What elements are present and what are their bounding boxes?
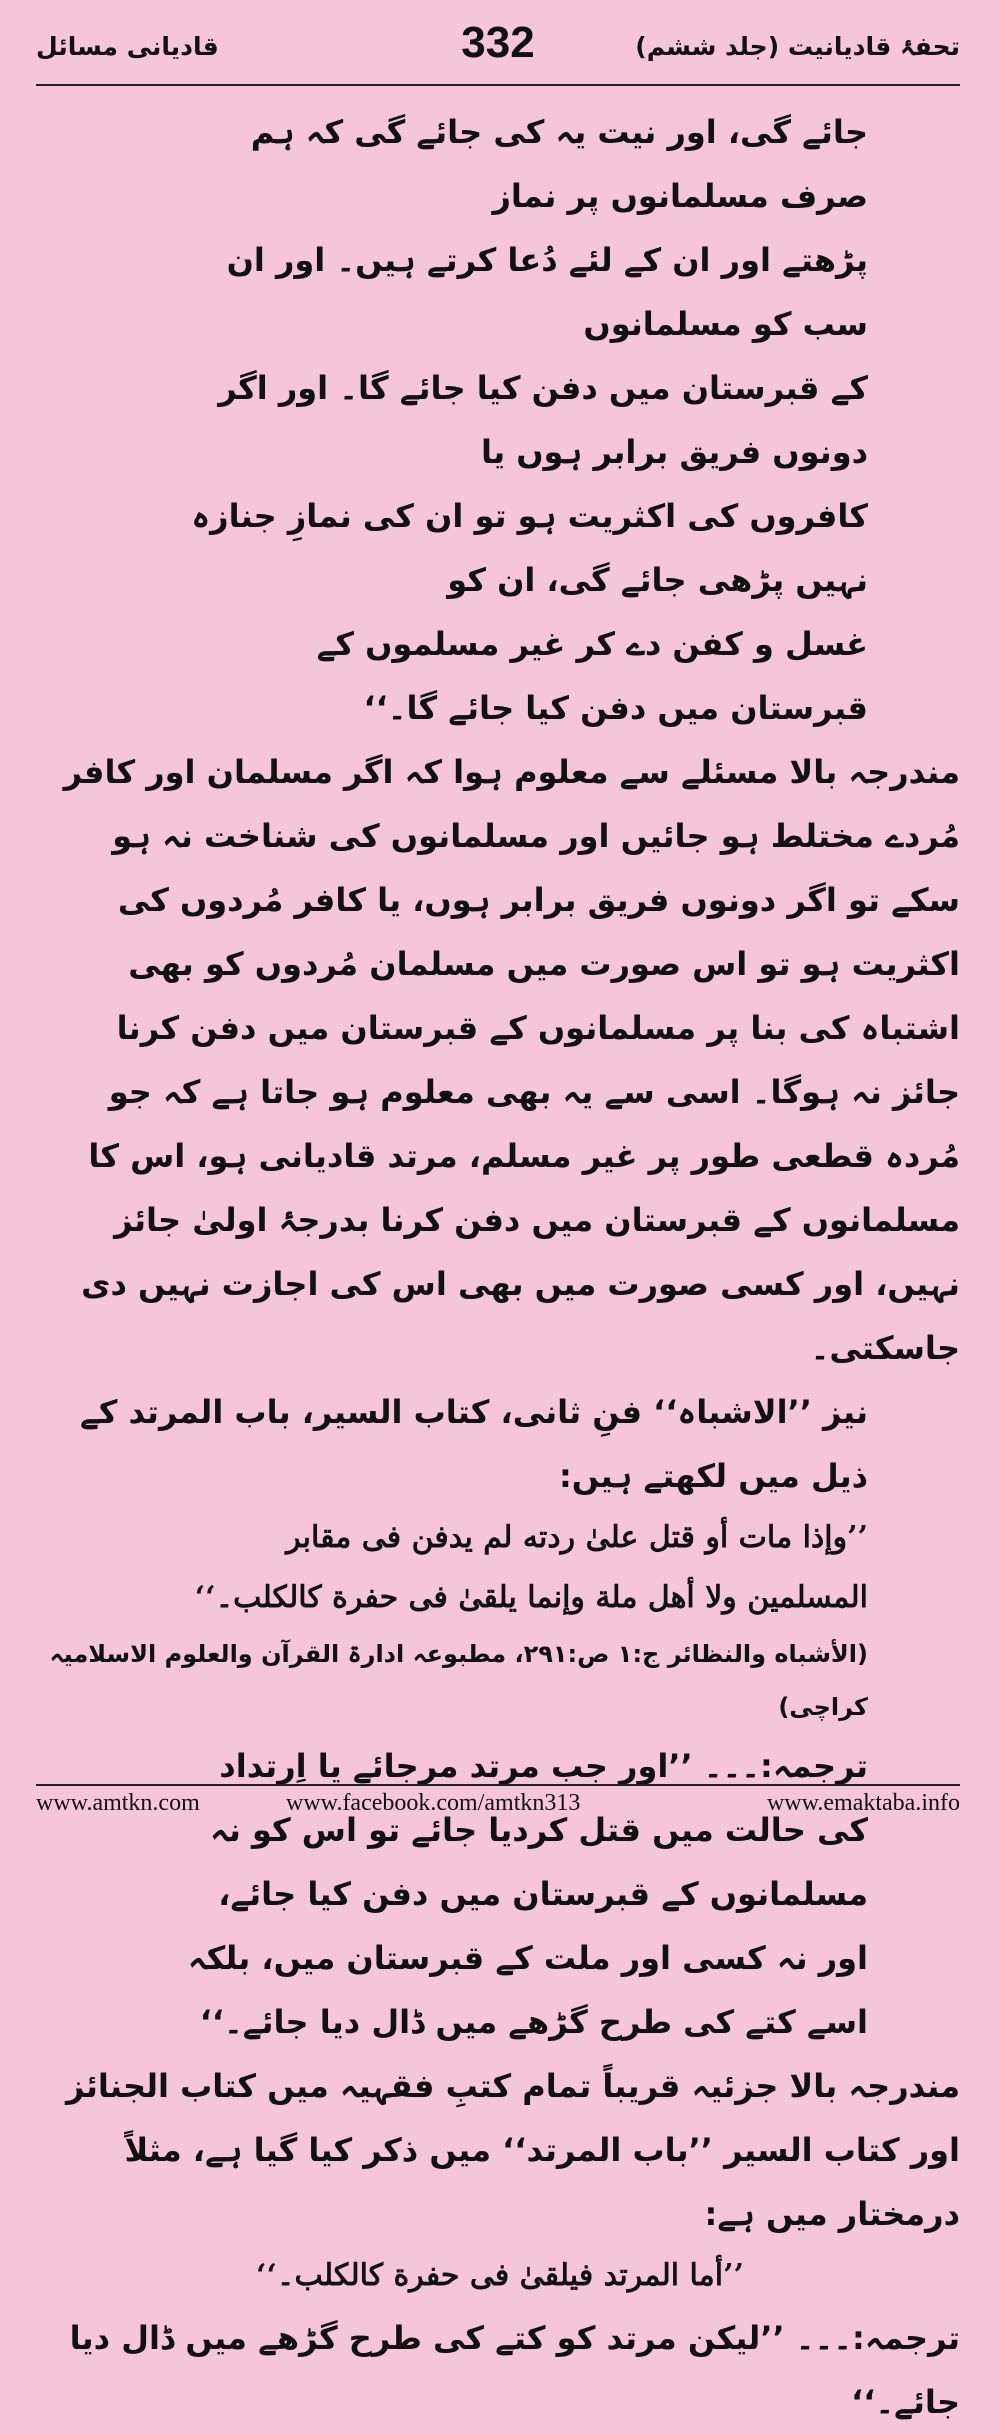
page-body bbox=[40, 100, 960, 2434]
footer-link-emaktaba[interactable]: www.emaktaba.info bbox=[766, 1790, 960, 1816]
chapter-topic: قادیانی مسائل bbox=[36, 32, 219, 61]
quote-line: پڑھتے اور ان کے لئے دُعا کرتے ہیں۔ اور ان سب کو مسلمانوں bbox=[226, 241, 868, 343]
quote-line: کے قبرستان میں دفن کیا جائے گا۔ اور اگر دونوں فریق برابر ہوں یا bbox=[218, 369, 868, 471]
translation-1: ترجمہ:۔۔۔ ’’اور جب مرتد مرجائے یا اِرتداد کی حالت میں قتل کردیا جائے تو اس کو نہ مسلمانوں کے قبرستان میں دفن کیا جائے، اور نہ کسی اور ملت کے قبرستان میں، بلکہ اسے کتے کی طرح گڑھے میں ڈال دیا جائے۔‘‘ bbox=[187, 1746, 868, 2041]
quote-line: غسل و کفن دے کر غیر مسلموں کے قبرستان میں دفن کیا جائے گا۔‘‘ bbox=[316, 625, 868, 727]
paragraph-1: مندرجہ بالا مسئلے سے معلوم ہوا کہ اگر مسلمان اور کافر مُردے مختلط ہو جائیں اور مسلمانوں کی شناخت نہ ہو سکے تو اگر دونوں فریق برابر ہوں، یا کافر مُردوں کی اکثریت ہو تو اس صورت میں مسلمان مُردوں کو بھی اشتباہ کی بنا پر مسلمانوں کے قبرستان میں دفن کرنا جائز نہ ہوگا۔ اسی سے یہ بھی معلوم ہو جاتا ہے کہ جو مُردہ قطعی طور پر غیر مسلم، مرتد قادیانی ہو، اس کا مسلمانوں کے قبرستان میں دفن کرنا بدرجۂ اولیٰ جائز نہیں، اور کسی صورت میں بھی اس کی اجازت نہیں دی جاسکتی۔ bbox=[63, 753, 960, 1367]
footer-rule bbox=[36, 1784, 960, 1786]
arabic-quote-2: ’’أما المرتد فيلقىٰ فى حفرة كالكلب۔‘‘ bbox=[256, 2257, 744, 2293]
header-rule bbox=[36, 84, 960, 86]
page-number: 332 bbox=[461, 18, 535, 67]
citation: (الأشباه والنظائر ج:۱ ص:۲۹۱، مطبوعہ ادارۃ القرآن والعلوم الاسلامیہ کراچی) bbox=[49, 1640, 868, 1721]
page-header bbox=[36, 18, 960, 80]
intro-2: نیز ’’الاشباہ‘‘ فنِ ثانی، کتاب السیر، باب المرتد کے ذیل میں لکھتے ہیں: bbox=[79, 1393, 868, 1495]
book-title: تحفۂ قادیانیت (جلد ششم) bbox=[635, 32, 960, 61]
footer-link-amtkn[interactable]: www.amtkn.com bbox=[36, 1790, 200, 1816]
translation-2: ترجمہ:۔۔۔ ’’لیکن مرتد کو کتے کی طرح گڑھے میں ڈال دیا جائے۔‘‘ bbox=[69, 2318, 960, 2421]
quote-line: جائے گی، اور نیت یہ کی جائے گی کہ ہم صرف مسلمانوں پر نماز bbox=[250, 113, 868, 215]
quote-line: کافروں کی اکثریت ہو تو ان کی نمازِ جنازہ نہیں پڑھی جائے گی، ان کو bbox=[191, 497, 868, 599]
arabic-quote-1: ’’وإذا مات أو قتل علىٰ ردته لم يدفن فى مقابر المسلمين ولا أهل ملة وإنما يلقىٰ فى حفرة كالكلب۔‘‘ bbox=[194, 1520, 868, 1615]
paragraph-2: مندرجہ بالا جزئیہ قریباً تمام کتبِ فقہیہ میں کتاب الجنائز اور کتاب السیر ’’باب المرتد‘‘ میں ذکر کیا گیا ہے، مثلاً درمختار میں ہے: bbox=[65, 2066, 960, 2233]
footer-link-facebook[interactable]: www.facebook.com/amtkn313 bbox=[286, 1790, 581, 1816]
